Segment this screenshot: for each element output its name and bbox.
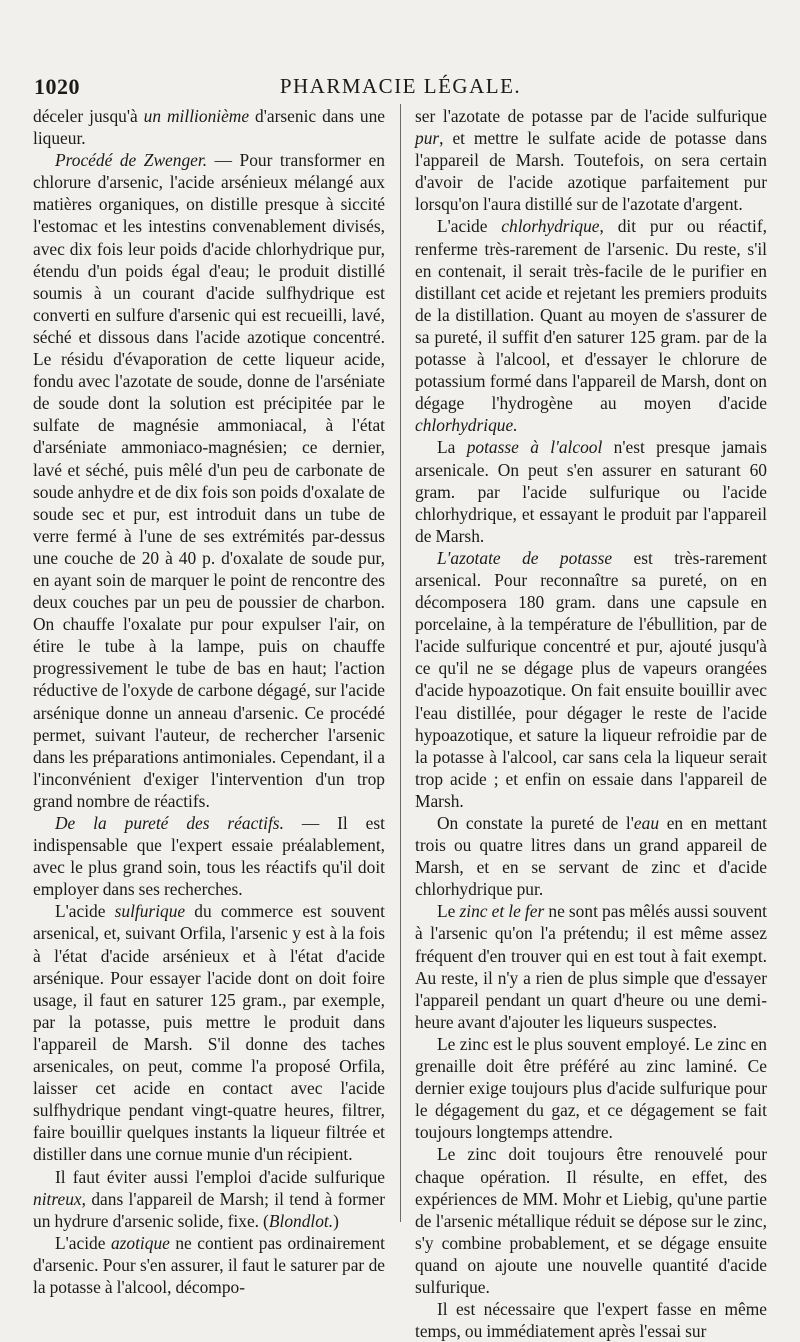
italic-text: pur — [415, 128, 440, 149]
text-run: déceler jusqu'à — [33, 106, 144, 126]
text-run: ne sont pas mêlés aussi souvent à l'arsenic qu'on l'a prétendu; il est même assez fréquent d'en trouver qui en est tout à fait exempt. Au reste, il n'y a rien de plus simple que d'essayer l'appareil pendant un quart d'heure ou une demi-heure avant d'ajouter les liqueurs suspectes. — [415, 901, 768, 1032]
text-run: , dans l'appareil de Marsh; il tend à former un hydrure d'arsenic solide, fixe. ( — [33, 1188, 385, 1231]
paragraph — [415, 215, 767, 436]
paragraph — [415, 1143, 767, 1298]
text-run: ) — [333, 1210, 339, 1231]
italic-text: chlorhydrique — [501, 216, 600, 237]
column-divider — [400, 104, 401, 1222]
italic-text: zinc et le fer — [459, 901, 545, 922]
italic-text: sulfurique — [114, 901, 186, 922]
left-column — [33, 105, 385, 1298]
text-run: du commerce est souvent arsenical, et, suivant Orfila, l'arsenic y est à la fois à l'état d'acide arsénieux et à l'état d'acide arsénique. Pour essayer l'acide dont on doit foire usage, il faut en saturer 125 gram., par exemple, par la potasse, puis mettre le produit dans l'appareil de Marsh. S'il donne des taches arsenicales, on peut, comme l'a proposé Orfila, laisser cet acide en contact avec l'acide sulfhydrique pendant vingt-quatre heures, filtrer, faire bouillir quelques instants la liqueur filtrée et distiller dans une cornue munie d'un récipient. — [33, 901, 385, 1165]
italic-text: nitreux — [33, 1188, 82, 1209]
text-run: La — [437, 437, 467, 458]
text-run: est très-rarement arsenical. Pour reconnaître sa pureté, on en décomposera 180 gram. dans une capsule en porcelaine, à la température de l'ébullition, par de l'acide sulfurique concentré et pur, ajouté jusqu'à ce qu'il ne se dégage plus de vapeurs orangées d'acide hypoazotique. On fait ensuite bouillir avec l'eau distillée, pour dégager le reste de l'acide hypoazotique, et sature la liqueur refroidie par de la potasse à l'alcool, car sans cela la liqueur serait trop acide ; et enfin on essaie dans l'appareil de Marsh. — [415, 547, 768, 811]
running-title: PHARMACIE LÉGALE. — [279, 74, 522, 98]
paragraph — [33, 105, 385, 149]
paragraph — [415, 547, 767, 812]
italic-text: potasse à l'alcool — [466, 437, 603, 458]
text-run: ne contient pas ordinairement d'arsenic. Pour s'en assurer, il faut le saturer par de la potasse à l'alcool, décompo- — [33, 1232, 385, 1297]
italic-text: L'azotate de potasse — [437, 547, 613, 568]
text-run: n'est presque jamais arsenicale. On peut s'en assurer en saturant 60 gram. par l'acide sulfurique ou l'acide chlorhydrique, et essayant le produit par l'appareil de Marsh. — [415, 437, 768, 546]
paragraph — [415, 436, 767, 546]
paragraph — [415, 812, 767, 900]
italic-text: azotique — [110, 1232, 170, 1253]
paragraph — [33, 149, 385, 812]
text-run: Il faut éviter aussi l'emploi d'acide sulfurique — [55, 1166, 385, 1187]
paragraph — [415, 1033, 767, 1143]
italic-text: un millionième — [143, 106, 250, 126]
paragraph — [415, 900, 767, 1033]
text-run: On constate la pureté de l' — [437, 813, 634, 833]
text-run: ser l'azotate de potasse par de l'acide sulfurique — [415, 106, 767, 126]
italic-text: chlorhydrique. — [415, 415, 518, 436]
italic-text: De la pureté des réactifs. — [55, 813, 284, 833]
paragraph — [33, 1166, 385, 1232]
right-column — [415, 105, 767, 1342]
page-number: 1020 — [34, 74, 80, 99]
italic-text: Blondlot. — [268, 1210, 334, 1231]
text-run: en en mettant trois ou quatre litres dans un grand appareil de Marsh, et en se servant de zinc et d'acide chlorhydrique pur. — [415, 813, 767, 900]
page-header — [28, 74, 773, 102]
paragraph — [33, 1232, 385, 1298]
paragraph — [415, 105, 767, 215]
text-run: — Pour transformer en chlorure d'arsenic, l'acide arsénieux mélangé aux matières organiques, on distille presque à siccité l'estomac et les intestins convenablement divisés, avec dix fois leur poids d'acide chlorhydrique pur, étendu d'un poids égal d'eau; le produit distillé soumis à un courant d'acide sulfhydrique est converti en sulfure d'arsenic qui est recueilli, lavé, séché et dissous dans l'acide azotique concentré. Le résidu d'évaporation de cette liqueur acide, fondu avec l'azotate de soude, donne de l'arséniate de soude dont la solution est précipitée par le sulfate de magnésie ammoniacal, à l'état d'arséniate ammoniaco-magnésien; ce dernier, lavé et séché, puis mêlé d'un peu de carbonate de soude anhydre et de dix fois son poids d'oxalate de soude sec et pur, est introduit dans un tube de verre fermé à l'une de ses extrémités par-dessus une couche de 20 à 40 p. d'oxalate de soude pur, en ayant soin de marquer le point de rencontre des deux couches par un peu de poussier de charbon. On chauffe l'oxalate pur pour expulser l'air, on étire le tube à la lampe, puis on chauffe progressivement le tube de bas en haut; l'action réductive de l'oxyde de carbone dégagé, sur l'acide arsénique donne un anneau d'arsenic. Ce procédé permet, suivant l'auteur, de rechercher l'arsenic dans les préparations antimoniales. Cependant, il a l'inconvénient d'exiger l'intervention d'un trop grand nombre de réactifs. — [33, 150, 386, 811]
text-run: , et mettre le sulfate acide de potasse dans l'appareil de Marsh. Toutefois, on sera certain d'avoir de l'acide azotique parfaitement pur lorsqu'on l'aura distillé sur de l'azotate d'argent. — [415, 128, 767, 215]
text-run: , dit pur ou réactif, renferme très-rarement de l'arsenic. Du reste, s'il en contenait, il serait très-facile de le purifier en distillant cet acide et rejetant les premiers produits de la distillation. Quant au moyen de s'assurer de sa pureté, il suffit d'en saturer 125 gram. par de la potasse à l'alcool, et d'essayer le chlorure de potassium formé dans l'appareil de Marsh, dont on dégage l'hydrogène au moyen d'acide — [415, 216, 767, 414]
italic-text: Procédé de Zwenger. — [55, 150, 208, 171]
text-run: L'acide — [437, 216, 502, 237]
paragraph — [33, 900, 385, 1165]
text-run: Il est nécessaire que l'expert fasse en même temps, ou immédiatement après l'essai sur — [415, 1299, 767, 1342]
text-run: Le zinc doit toujours être renouvelé pour chaque opération. Il résulte, en effet, des expériences de MM. Mohr et Liebig, qu'une partie de l'arsenic métallique réduit se dépose sur le zinc, s'y combine probablement, et se dégage ensuite quand on ajoute une nouvelle quantité d'acide sulfurique. — [415, 1144, 767, 1297]
text-run: d'arsenic dans une liqueur. — [33, 106, 386, 149]
text-run: L'acide — [55, 1232, 111, 1253]
paragraph — [415, 1298, 767, 1342]
text-run: — Il est indispensable que l'expert essaie préalablement, avec le plus grand soin, tous les réactifs qu'il doit employer dans ses recherches. — [33, 813, 385, 900]
italic-text: eau — [633, 813, 660, 833]
text-run: Le — [437, 901, 460, 922]
text-run: Le zinc est le plus souvent employé. Le zinc en grenaille doit être préféré au zinc laminé. Ce dernier exige toujours plus d'acide sulfurique pour le dégagement du gaz, et ce dégagement se fait toujours longtemps attendre. — [415, 1033, 767, 1143]
text-run: L'acide — [55, 901, 115, 922]
paragraph — [33, 812, 385, 900]
